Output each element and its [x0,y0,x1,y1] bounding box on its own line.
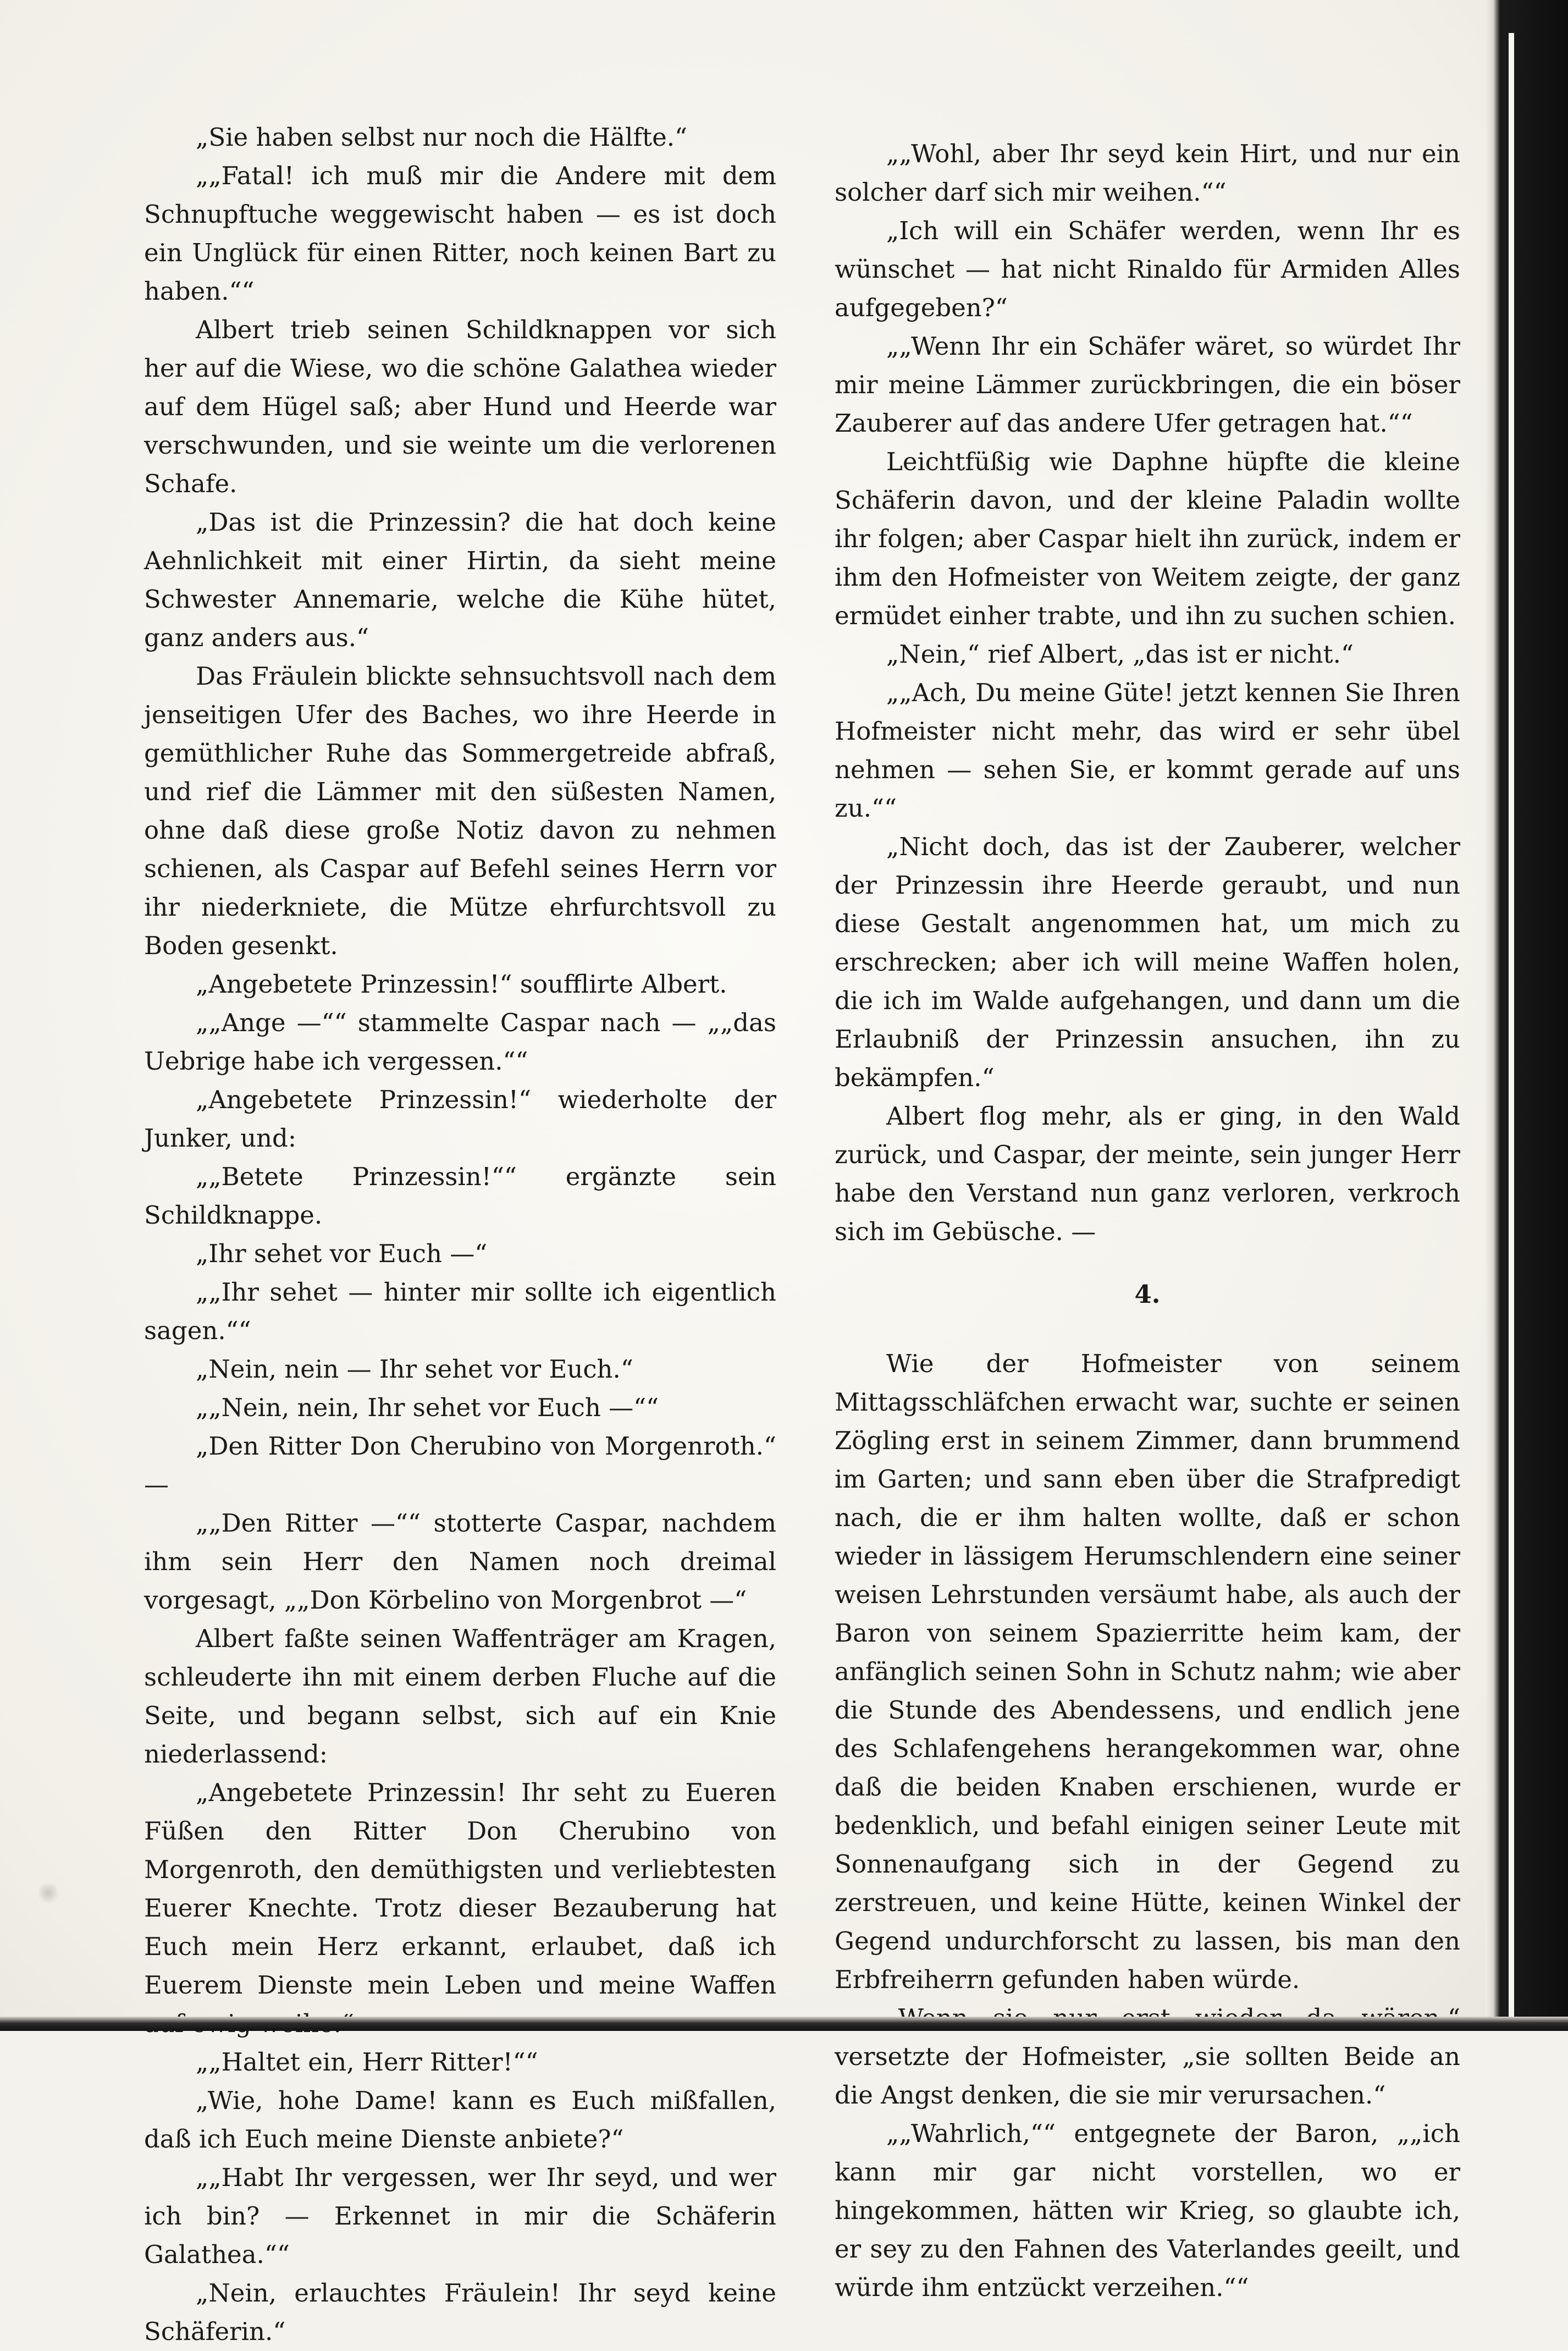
paragraph: Leichtfüßig wie Daphne hüpfte die kleine Schäferin davon, und der kleine Paladin wollte ihr folgen; aber Caspar hielt ihn zurück, indem er ihm den Hofmeister von Weitem zeigte, der ganz ermüdet einher trabte, und ihn zu suchen schien. [835,447,1460,630]
paragraph: „Wie, hohe Dame! kann es Euch mißfallen, daß ich Euch meine Dienste anbiete?“ [144,2086,776,2154]
paragraph: „Nein, erlauchtes Fräulein! Ihr seyd keine Schäferin.“ [144,2278,776,2346]
paragraph: „Angebetete Prinzessin! Ihr seht zu Eueren Füßen den Ritter Don Cherubino von Morgenroth, den demüthigsten und verliebtesten Euerer Knechte. Trotz dieser Bezauberung hat Euch mein Herz erkannt, erlaubet, daß ich Euerem Dienste mein Leben und meine Waffen [144,1778,776,2000]
paragraph: „Ich will ein Schäfer werden, wenn Ihr es wünschet — hat nicht Rinaldo für Armiden Alles aufgegeben?“ [835,216,1460,322]
paragraph: versetzte der Hofmeister, „sie sollten Beide an die Angst denken, die sie mir verursachen.“ [835,2042,1460,2110]
paragraph: „Angebetete Prinzessin!“ soufflirte Albert. [196,970,727,999]
paragraph: Albert faßte seinen Waffenträger am Kragen, schleuderte ihn mit einem derben Fluche auf die Seite, und begann selbst, sich auf ein Knie niederlassend: [144,1624,776,1769]
paragraph: „Nein,“ rief Albert, „das ist er nicht.“ [886,640,1354,669]
paragraph: „„Wohl, aber Ihr seyd kein Hirt, und nur ein solcher darf sich mir weihen.““ [835,139,1460,207]
paragraph: „„Wenn Ihr ein Schäfer wäret, so würdet Ihr mir meine Lämmer zurückbringen, die ein böser Zauberer auf das andere Ufer getragen hat.““ [835,332,1460,438]
page-smudge [38,1881,58,1905]
paragraph: Wie der Hofmeister von seinem Mittagsschläfchen erwacht war, suchte er seinen Zögling erst in seinem Zimmer, dann brummend im Garten; und sann eben über die Strafpredigt nach, die er ihm halten wollte, daß er schon wieder in lässigem Herumschlendern eine seiner weisen Lehrstunden versäumt habe, als auch der Baron von seinem Spazierritte heim kam, der anfänglich seinen Sohn in Schutz nahm; wie aber die Stunde des Abendessens, und endlich jene des Schlafengehens herangekommen war, ohne daß die beiden Knaben erschienen, wurde er bedenklich, und befahl einigen seiner Leute mit Sonnenaufgang sich in der Gegend zu zerstreuen, und keine Hütte, keinen Winkel der Gegend undurchforscht zu lassen, bis man den Erbfreiherrn gefunden haben würde. [835,1349,1460,1994]
paragraph: „„Fatal! ich muß mir die Andere mit dem Schnupftuche weggewischt haben — es ist doch ein Unglück für einen Ritter, noch keinen Bart zu haben.““ [144,161,776,306]
paragraph: „Das ist die Prinzessin? die hat doch keine Aehnlichkeit mit einer Hirtin, da sieht meine Schwester Annemarie, welche die Kühe hütet, ganz anders aus.“ [144,508,776,652]
right-text-column [835,135,1460,2307]
paragraph: „„Wahrlich,““ entgegnete der Baron, „„ich kann mir gar nicht vorstellen, wo er hingekommen, hätten wir Krieg, so glaubte ich, er sey zu den Fahnen des Vaterlandes geeilt, und würde ihm entzückt verzeihen.““ [835,2119,1460,2302]
paragraph: „Nicht doch, das ist der Zauberer, welcher der Prinzessin ihre Heerde geraubt, und nun diese Gestalt angenommen hat, um mich zu erschrecken; aber ich will meine Waffen holen, die ich im Walde aufgehangen, und dann um die Erlaubniß der Prinzessin ansuchen, ihn zu bekämpfen.“ [835,832,1460,1092]
paragraph: „Angebetete Prinzessin!“ wiederholte der Junker, und: [144,1085,776,1153]
section-number: 4. [1134,1280,1161,1309]
paragraph: „„Ach, Du meine Güte! jetzt kennen Sie Ihren Hofmeister nicht mehr, das wird er sehr übel nehmen — sehen Sie, er kommt gerade auf uns zu.““ [835,678,1460,823]
paragraph: Das Fräulein blickte sehnsuchtsvoll nach dem jenseitigen Ufer des Baches, wo ihre Heerde in gemüthlicher Ruhe das Sommergetreide abfraß, und rief die Lämmer mit den süßesten Namen, ohne daß diese große Notiz davon zu nehmen schienen, als Caspar auf Befehl seines Herrn vor ihr niederkniete, die Mütze ehrfurchtsvoll zu Boden gesenkt. [144,662,776,960]
paragraph: „Ihr sehet vor Euch —“ [196,1239,488,1268]
paragraph: Albert trieb seinen Schildknappen vor sich her auf die Wiese, wo die schöne Galathea wieder auf dem Hügel saß; aber Hund und Heerde war verschwunden, und sie weinte um die verlorenen Schafe. [144,315,776,498]
paragraph: „„Habt Ihr vergessen, wer Ihr seyd, und wer ich bin? — Erkennet in mir die Schäferin Galathea.““ [144,2163,776,2269]
paragraph: „Den Ritter Don Cherubino von Morgenroth.“ — [144,1431,776,1499]
paragraph: Albert flog mehr, als er ging, in den Wald zurück, und Caspar, der meinte, sein junger Herr habe den Verstand nun ganz verloren, verkroch sich im Gebüsche. — [835,1102,1460,1246]
paragraph: „„Den Ritter —““ stotterte Caspar, nachdem ihm sein Herr den Namen noch dreimal vorgesagt, „„Don Körbelino von Morgenbrot —“ [144,1508,776,1615]
paragraph: „„Ihr sehet — hinter mir sollte ich eigentlich sagen.““ [144,1278,776,1345]
paragraph: „„Nein, nein, Ihr sehet vor Euch —““ [196,1393,659,1422]
scan-edge-bottom [0,2017,1568,2031]
paragraph: „„Haltet ein, Herr Ritter!““ [196,2047,538,2077]
left-text-column [144,118,776,2351]
paragraph: „„Ange —““ stammelte Caspar nach — „„das Uebrige habe ich vergessen.““ [144,1008,776,1076]
paragraph: „„Betete Prinzessin!““ ergänzte sein Schildknappe. [144,1162,776,1230]
paragraph: „Sie haben selbst nur noch die Hälfte.“ [196,123,688,152]
paragraph: „Nein, nein — Ihr sehet vor Euch.“ [196,1355,633,1384]
scan-edge-right [1486,0,1568,2031]
